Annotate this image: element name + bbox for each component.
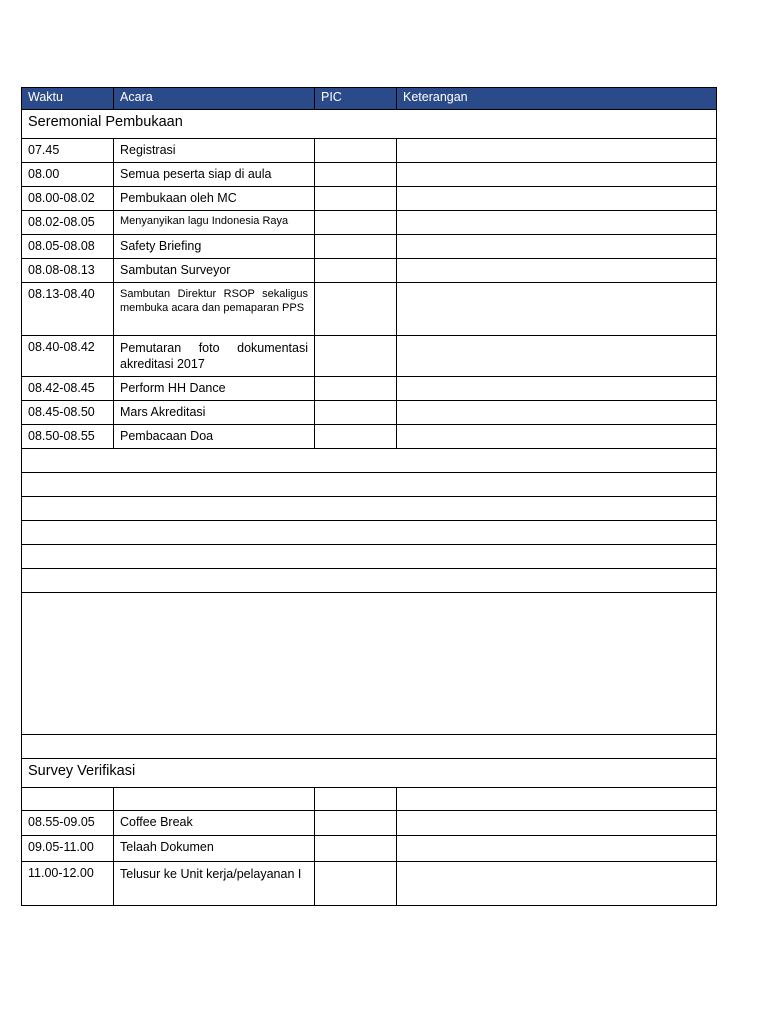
table-row <box>22 401 717 425</box>
pic-cell <box>315 811 397 836</box>
table-row <box>22 259 717 283</box>
event-cell: Semua peserta siap di aula <box>114 163 315 187</box>
blank-row <box>22 545 717 569</box>
table-header-row <box>22 88 717 110</box>
pic-cell <box>315 283 397 336</box>
note-cell <box>397 377 717 401</box>
event-cell: Sambutan Direktur RSOP sekaligus membuka acara dan pemaparan PPS <box>114 283 315 336</box>
pic-cell <box>315 139 397 163</box>
note-cell <box>397 187 717 211</box>
note-cell <box>397 788 717 811</box>
note-cell <box>397 336 717 377</box>
event-cell: Perform HH Dance <box>114 377 315 401</box>
table-row <box>22 187 717 211</box>
pic-cell <box>315 336 397 377</box>
section-row <box>22 110 717 139</box>
blank-row <box>22 735 717 759</box>
event-cell: Mars Akreditasi <box>114 401 315 425</box>
pic-cell <box>315 425 397 449</box>
table-row <box>22 211 717 235</box>
table-row <box>22 377 717 401</box>
section-title: Survey Verifikasi <box>22 759 717 788</box>
time-cell: 07.45 <box>22 139 114 163</box>
note-cell <box>397 259 717 283</box>
header-waktu: Waktu <box>22 88 114 110</box>
pic-cell <box>315 235 397 259</box>
pic-cell <box>315 187 397 211</box>
time-cell <box>22 788 114 811</box>
note-cell <box>397 211 717 235</box>
blank-row <box>22 521 717 545</box>
blank-row <box>22 473 717 497</box>
time-cell: 09.05-11.00 <box>22 836 114 862</box>
header-acara: Acara <box>114 88 315 110</box>
note-cell <box>397 862 717 906</box>
time-cell: 08.05-08.08 <box>22 235 114 259</box>
note-cell <box>397 163 717 187</box>
blank-row <box>22 569 717 593</box>
event-cell: Pemutaran foto dokumentasi akreditasi 2017 <box>114 336 315 377</box>
event-cell: Pembukaan oleh MC <box>114 187 315 211</box>
event-cell: Telaah Dokumen <box>114 836 315 862</box>
table-row <box>22 235 717 259</box>
event-cell: Pembacaan Doa <box>114 425 315 449</box>
schedule-table <box>21 87 717 906</box>
note-cell <box>397 139 717 163</box>
table-row <box>22 283 717 336</box>
pic-cell <box>315 377 397 401</box>
time-cell: 08.00 <box>22 163 114 187</box>
event-cell: Safety Briefing <box>114 235 315 259</box>
pic-cell <box>315 259 397 283</box>
table-row <box>22 811 717 836</box>
blank-row <box>22 497 717 521</box>
time-cell: 08.02-08.05 <box>22 211 114 235</box>
time-cell: 08.50-08.55 <box>22 425 114 449</box>
pic-cell <box>315 163 397 187</box>
event-cell: Registrasi <box>114 139 315 163</box>
section-title: Seremonial Pembukaan <box>22 110 717 139</box>
header-keterangan: Keterangan <box>397 88 717 110</box>
time-cell: 08.55-09.05 <box>22 811 114 836</box>
time-cell: 08.00-08.02 <box>22 187 114 211</box>
pic-cell <box>315 211 397 235</box>
event-cell: Menyanyikan lagu Indonesia Raya <box>114 211 315 235</box>
table-row <box>22 788 717 811</box>
table-row <box>22 139 717 163</box>
note-cell <box>397 283 717 336</box>
blank-row <box>22 449 717 473</box>
event-cell: Coffee Break <box>114 811 315 836</box>
event-cell: Telusur ke Unit kerja/pelayanan I <box>114 862 315 906</box>
time-cell: 11.00-12.00 <box>22 862 114 906</box>
note-cell <box>397 235 717 259</box>
pic-cell <box>315 788 397 811</box>
table-row <box>22 163 717 187</box>
time-cell: 08.08-08.13 <box>22 259 114 283</box>
note-cell <box>397 425 717 449</box>
pic-cell <box>315 862 397 906</box>
event-cell <box>114 788 315 811</box>
section-row <box>22 759 717 788</box>
note-cell <box>397 836 717 862</box>
header-pic: PIC <box>315 88 397 110</box>
time-cell: 08.13-08.40 <box>22 283 114 336</box>
table-row <box>22 836 717 862</box>
pic-cell <box>315 836 397 862</box>
table-row <box>22 862 717 906</box>
note-cell <box>397 401 717 425</box>
blank-row <box>22 593 717 735</box>
time-cell: 08.42-08.45 <box>22 377 114 401</box>
table-row <box>22 425 717 449</box>
event-cell: Sambutan Surveyor <box>114 259 315 283</box>
table-row <box>22 336 717 377</box>
time-cell: 08.45-08.50 <box>22 401 114 425</box>
pic-cell <box>315 401 397 425</box>
note-cell <box>397 811 717 836</box>
time-cell: 08.40-08.42 <box>22 336 114 377</box>
